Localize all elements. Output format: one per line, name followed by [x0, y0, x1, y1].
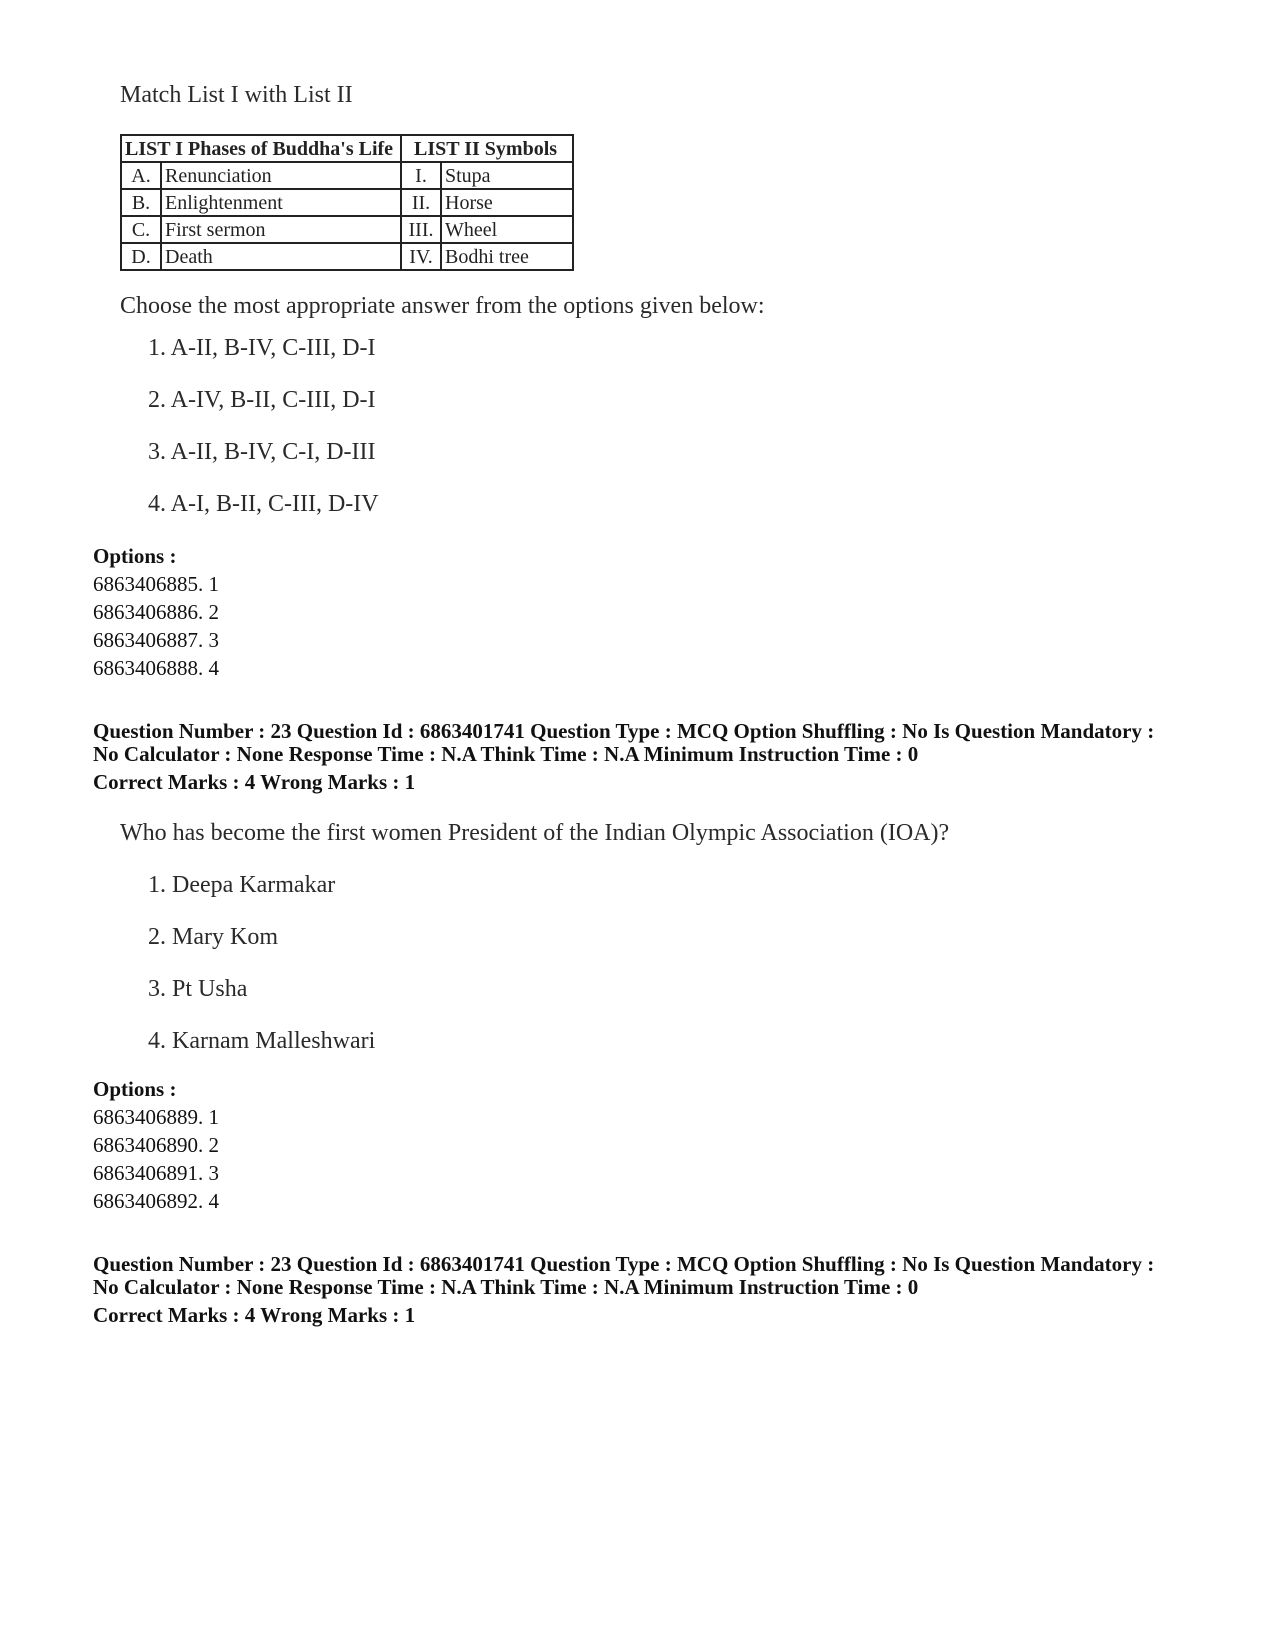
row-symbol: Horse: [441, 189, 573, 216]
options-label: Options :: [93, 1077, 177, 1101]
answer-choice: 4. Karnam Malleshwari: [148, 1028, 376, 1054]
row-phase: Enlightenment: [161, 189, 401, 216]
row-roman: IV.: [401, 243, 441, 270]
option-id: 6863406887. 3: [93, 628, 219, 652]
row-roman: III.: [401, 216, 441, 243]
meta-line: Question Number : 23 Question Id : 6863401741 Question Type : MCQ Option Shuffling : No Is Question Mandatory :: [93, 1252, 1155, 1276]
row-letter: B.: [121, 189, 161, 216]
row-letter: A.: [121, 162, 161, 189]
row-phase: Renunciation: [161, 162, 401, 189]
option-id: 6863406890. 2: [93, 1133, 219, 1157]
option-id: 6863406891. 3: [93, 1161, 219, 1185]
answer-choice: 2. A-IV, B-II, C-III, D-I: [148, 387, 376, 413]
answer-choice: 1. A-II, B-IV, C-III, D-I: [148, 335, 376, 361]
choose-instruction: Choose the most appropriate answer from the options given below:: [120, 293, 765, 319]
meta-line: No Calculator : None Response Time : N.A Think Time : N.A Minimum Instruction Time : 0: [93, 1275, 919, 1299]
match-table: [120, 134, 574, 271]
row-phase: First sermon: [161, 216, 401, 243]
option-id: 6863406892. 4: [93, 1189, 219, 1213]
option-id: 6863406889. 1: [93, 1105, 219, 1129]
meta-line: No Calculator : None Response Time : N.A Think Time : N.A Minimum Instruction Time : 0: [93, 742, 919, 766]
row-roman: II.: [401, 189, 441, 216]
row-symbol: Bodhi tree: [441, 243, 573, 270]
answer-choice: 1. Deepa Karmakar: [148, 872, 336, 898]
table-row: [121, 189, 573, 216]
answer-choice: 3. A-II, B-IV, C-I, D-III: [148, 439, 376, 465]
meta-line: Correct Marks : 4 Wrong Marks : 1: [93, 770, 416, 794]
row-letter: D.: [121, 243, 161, 270]
match-table-header: [121, 135, 573, 162]
meta-line: Question Number : 23 Question Id : 6863401741 Question Type : MCQ Option Shuffling : No Is Question Mandatory :: [93, 719, 1155, 743]
option-id: 6863406885. 1: [93, 572, 219, 596]
row-phase: Death: [161, 243, 401, 270]
answer-choice: 3. Pt Usha: [148, 976, 248, 1002]
table-row: [121, 216, 573, 243]
option-id: 6863406886. 2: [93, 600, 219, 624]
options-label: Options :: [93, 544, 177, 568]
question-2-text: Who has become the first women President of the Indian Olympic Association (IOA)?: [120, 820, 950, 846]
row-symbol: Stupa: [441, 162, 573, 189]
row-letter: C.: [121, 216, 161, 243]
question-1-intro: Match List I with List II: [120, 82, 353, 108]
answer-choice: 2. Mary Kom: [148, 924, 278, 950]
meta-line: Correct Marks : 4 Wrong Marks : 1: [93, 1303, 416, 1327]
list-1-header: LIST I Phases of Buddha's Life: [121, 135, 401, 162]
table-row: [121, 243, 573, 270]
list-2-header: LIST II Symbols: [401, 135, 573, 162]
option-id: 6863406888. 4: [93, 656, 219, 680]
answer-choice: 4. A-I, B-II, C-III, D-IV: [148, 491, 379, 517]
row-symbol: Wheel: [441, 216, 573, 243]
table-row: [121, 162, 573, 189]
row-roman: I.: [401, 162, 441, 189]
